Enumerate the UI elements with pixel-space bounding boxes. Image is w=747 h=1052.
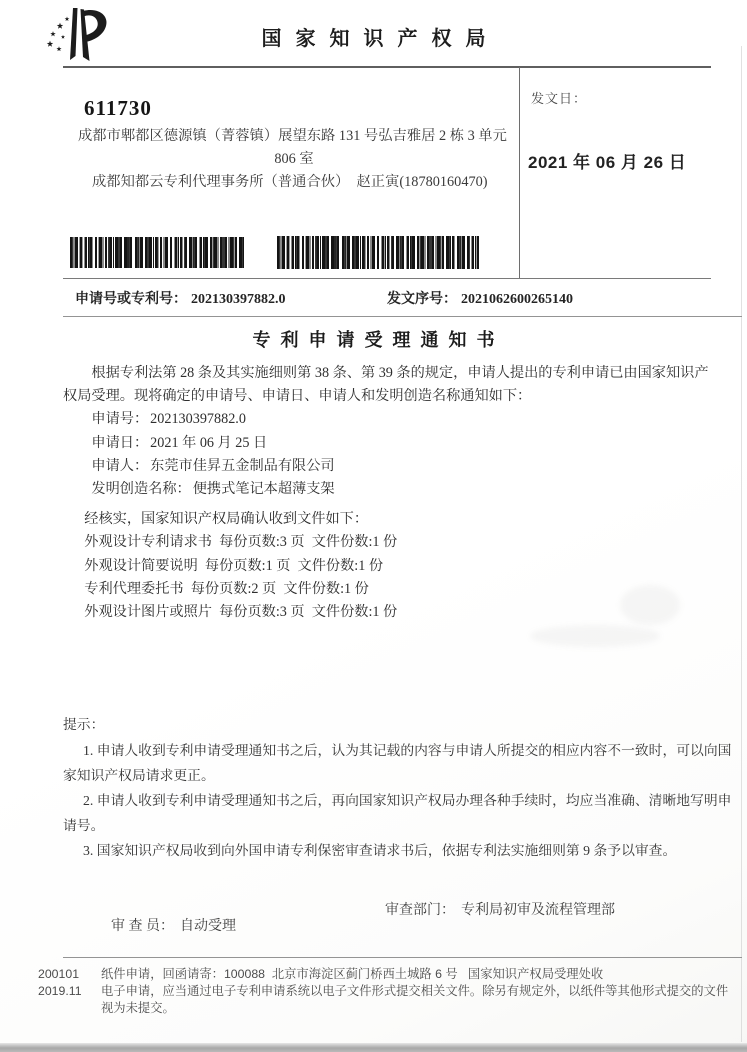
page-edge-line [741,46,742,1042]
recipient-address-line2: 806 室 [274,150,314,167]
examiner [90,899,236,951]
document-item: 外观设计简要说明 每份页数:1 页 文件份数:1 份 [84,557,384,574]
tips-heading: 提示： [63,717,105,732]
document-item: 外观设计图片或照片 每份页数:3 页 文件份数:1 份 [84,604,398,621]
tip-item: 2. 申请人收到专利申请受理通知书之后，再向国家知识产权局办理各种手续时，均应当准确、清晰地写明申请号。 [63,793,732,833]
document-item: 专利代理委托书 每份页数:2 页 文件份数:1 份 [84,580,369,597]
notice-paragraph: 根据专利法第 28 条及其实施细则第 38 条、第 39 条的规定，申请人提出的专利申请已由国家知识产权局受理。现将确定的申请号、申请日、申请人和发明创造名称通知如下： [63,365,709,405]
field-value: 东莞市佳昇五金制品有限公司 [150,457,335,474]
scan-smudge [530,625,660,647]
barcode [70,237,244,268]
footer-code: 200101 [38,967,80,981]
examining-department-label: 审查部门： [385,903,455,918]
dispatch-serial [387,288,573,308]
issue-date-label: 发文日： [531,91,588,106]
footer-row-electronic [0,983,747,1017]
reference-rule [63,316,742,317]
examining-department [385,899,615,919]
date-box-divider [519,67,520,278]
field-value: 202130397882.0 [150,411,246,428]
issue-date-value: 2021 年 06 月 26 日 [528,153,687,172]
postal-code: 611730 [84,96,152,120]
received-documents-intro: 经核实，国家知识产权局确认收到文件如下： [84,511,369,528]
dispatch-serial-label: 发文序号： [387,292,457,307]
footer-text: 电子申请，应当通过电子专利申请系统以电子文件形式提交相关文件。除另有规定外，以纸件等其他形式提交的文件视为未提交。 [101,984,729,1015]
header-rule [63,66,711,68]
reference-row [0,288,747,310]
field-label: 申请人： [91,457,149,474]
notice-title: 专利申请受理通知书 [252,330,505,350]
field-label: 申请日： [91,434,149,451]
field-value: 2021 年 06 月 25 日 [150,434,268,451]
notice-body [63,362,719,624]
recipient-address [78,125,510,194]
barcode-rule [63,278,711,279]
footer-rule [63,957,742,958]
field-applicant [63,455,719,478]
application-number-label: 申请号或专利号： [75,292,187,307]
scan-edge-strip [0,1043,747,1052]
field-application-date [63,432,719,455]
examining-department-value: 专利局初审及流程管理部 [461,903,615,918]
footer-code: 2019.11 [38,984,82,998]
footer-row-paper [0,966,747,983]
field-label: 申请号： [91,411,149,428]
examiner-label: 审 查 员： [111,919,174,934]
scan-smudge [620,585,680,625]
org-title: 国家知识产权局 [261,28,500,50]
field-invention-title [63,478,719,501]
tips-section [63,712,742,863]
field-application-number [63,408,719,431]
footer [0,966,747,1017]
barcode [277,236,479,269]
document-item: 外观设计专利请求书 每份页数:3 页 文件份数:1 份 [84,534,398,551]
field-label: 发明创造名称： [91,481,191,498]
application-number [75,288,286,308]
examiner-row [0,899,747,934]
field-value: 便携式笔记本超薄支架 [192,481,335,498]
recipient-agency-line: 成都知都云专利代理事务所（普通合伙） 赵正寅(18780160470) [92,174,488,190]
footer-text: 纸件申请，回函请寄：100088 北京市海淀区蓟门桥西土城路 6 号 国家知识产权局受理处收 [101,967,604,981]
tip-item: 1. 申请人收到专利申请受理通知书之后，认为其记载的内容与申请人所提交的相应内容不一致时，可以向国家知识产权局请求更正。 [63,743,732,783]
tip-item: 3. 国家知识产权局收到向外国申请专利保密审查请求书后，依据专利法实施细则第 9 条予以审查。 [83,843,677,858]
dispatch-serial-value: 2021062600265140 [461,292,573,307]
recipient-address-line1: 成都市郫都区德源镇（菁蓉镇）展望东路 131 号弘吉雅居 2 栋 3 单元 [78,128,507,144]
application-number-value: 202130397882.0 [191,292,286,307]
examiner-value: 自动受理 [180,919,236,934]
